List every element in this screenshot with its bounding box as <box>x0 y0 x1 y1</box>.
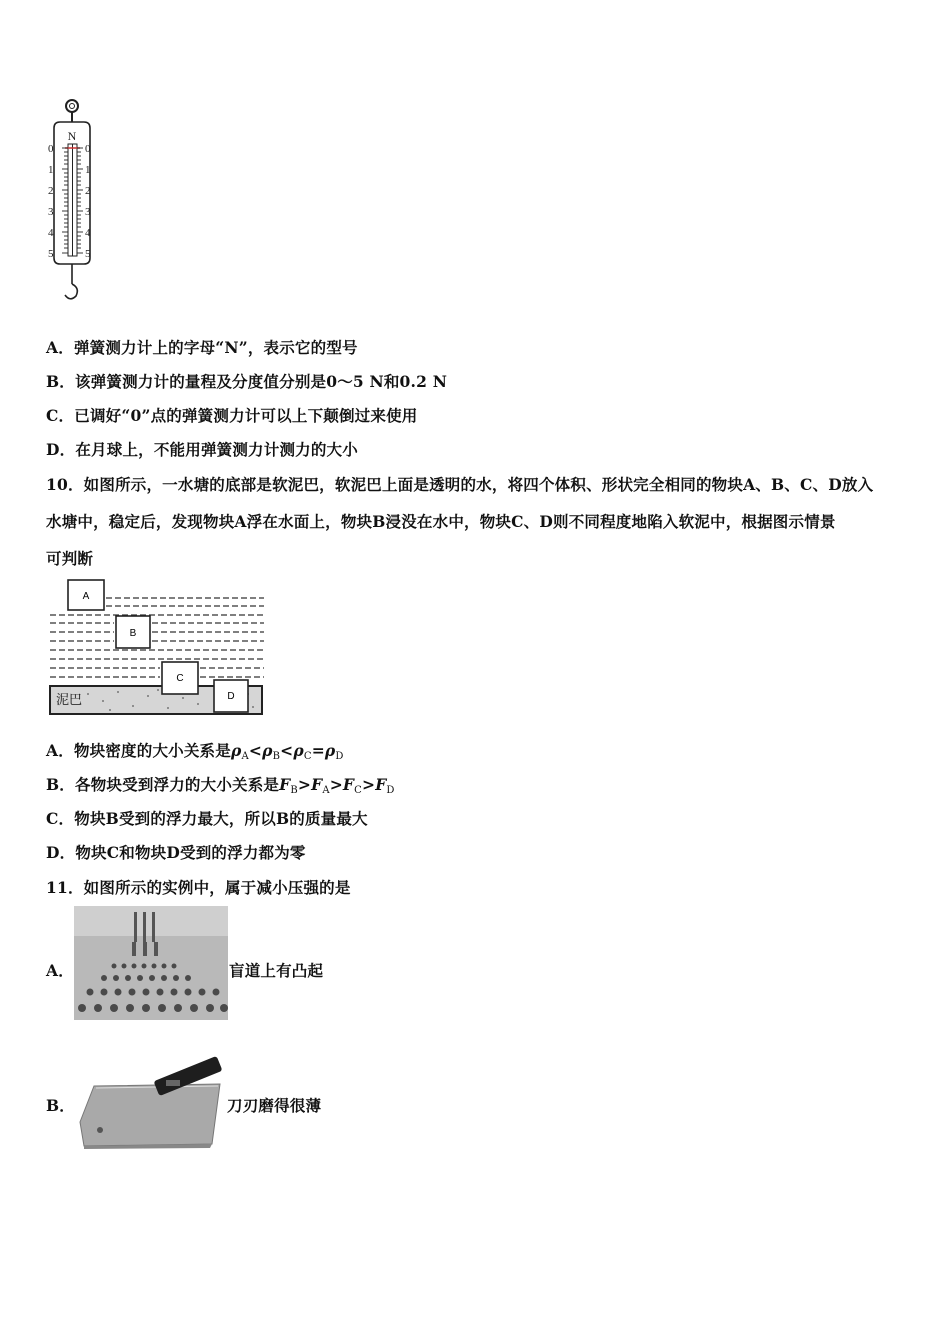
q11-option-a-text: 盲道上有凸起 <box>229 961 324 980</box>
option-text: 物块C和物块D受到的浮力都为零 <box>75 843 306 862</box>
scale-tick-left: 3 <box>48 206 54 218</box>
scale-tick-right: 2 <box>85 185 91 197</box>
option-letter: A． <box>46 741 74 760</box>
mud-label: 泥巴 <box>56 692 83 707</box>
q10-option-d[interactable] <box>46 841 306 863</box>
option-text: 弹簧测力计上的字母“N”，表示它的型号 <box>73 338 358 357</box>
q10-stem-line: 水塘中，稳定后，发现物块A浮在水面上，物块B浸没在水中，物块C、D则不同程度地陷入软泥中，根据图示情景 <box>46 512 836 531</box>
scale-tick-right: 0 <box>85 143 91 155</box>
block-d-label: D <box>227 691 235 702</box>
q11-option-b-letter[interactable]: B． <box>46 1096 76 1115</box>
option-letter: C． <box>46 406 75 425</box>
option-text: 该弹簧测力计的量程及分度值分别是0～5 N和0.2 N <box>75 372 448 391</box>
block-a-label: A <box>82 591 90 602</box>
option-text: 已调好“0”点的弹簧测力计可以上下颠倒过来使用 <box>74 406 418 425</box>
option-letter: A． <box>46 338 74 357</box>
block-c-label: C <box>176 673 184 684</box>
scale-tick-right: 4 <box>85 227 91 239</box>
scale-tick-right: 1 <box>85 164 91 176</box>
cleaver-knife-photo[interactable] <box>74 1046 226 1150</box>
q9-option-d[interactable] <box>46 438 358 460</box>
q10-stem-line: 10．如图所示，一水塘的底部是软泥巴，软泥巴上面是透明的水，将四个体积、形状完全相同的物块A、B、C、D放入 <box>46 475 874 494</box>
q9-option-a[interactable] <box>46 336 358 358</box>
q11-option-b-text: 刀刃磨得很薄 <box>227 1096 322 1115</box>
q10-option-b[interactable]: B．各物块受到浮力的大小关系是$F_B>F_A>F_C>F_D$ <box>46 775 395 796</box>
option-letter: D． <box>46 843 76 862</box>
scale-tick-right: 5 <box>85 248 91 260</box>
option-letter: B． <box>46 372 76 391</box>
option-letter: B． <box>46 775 76 794</box>
option-letter: C． <box>46 809 75 828</box>
scale-tick-left: 0 <box>48 143 54 155</box>
tactile-paving-photo[interactable] <box>74 906 228 1020</box>
option-text: 物块密度的大小关系是 <box>73 741 231 760</box>
scale-tick-left: 5 <box>48 248 54 260</box>
option-text: 物块B受到的浮力最大，所以B的质量最大 <box>74 809 368 828</box>
option-letter: D． <box>46 440 76 459</box>
scale-tick-left: 4 <box>48 227 54 239</box>
block-b-label: B <box>129 628 137 639</box>
scale-tick-right: 3 <box>85 206 91 218</box>
scale-tick-left: 2 <box>48 185 54 197</box>
q10-option-a[interactable]: A．物块密度的大小关系是$\rho_A<\rho_B<\rho_C=\rho_D$ <box>46 741 344 762</box>
spring-scale-figure <box>46 98 102 303</box>
q10-option-c[interactable] <box>46 807 368 829</box>
q11-stem: 11．如图所示的实例中，属于减小压强的是 <box>46 878 351 897</box>
q10-stem-line: 可判断 <box>46 549 94 568</box>
option-text: 在月球上，不能用弹簧测力计测力的大小 <box>75 440 358 459</box>
q9-option-b[interactable] <box>46 370 447 392</box>
scale-tick-left: 1 <box>48 164 54 176</box>
q9-option-c[interactable] <box>46 404 417 426</box>
option-text: 各物块受到浮力的大小关系是 <box>75 775 280 794</box>
scale-unit: N <box>67 129 77 143</box>
water-tank-figure <box>48 576 266 718</box>
q11-option-a-letter[interactable]: A． <box>46 961 74 980</box>
